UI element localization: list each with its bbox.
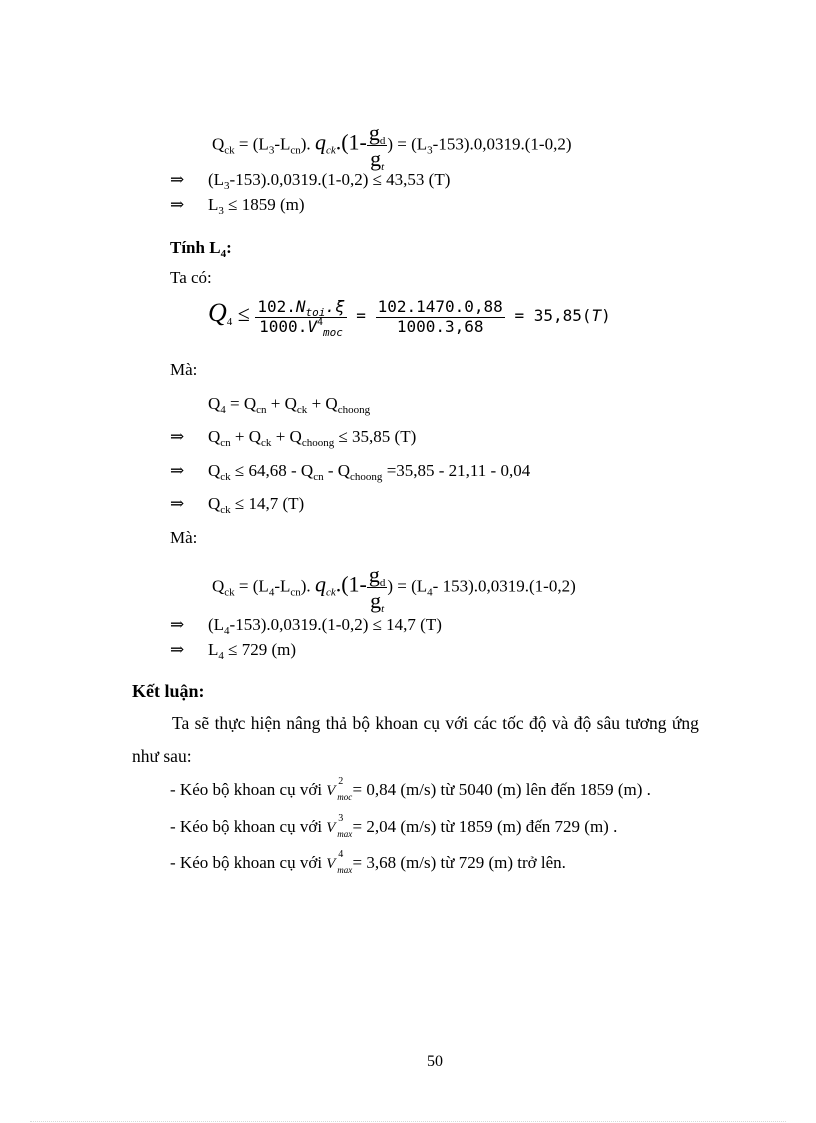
eq-text: - xyxy=(274,134,280,154)
eq-text: ≤ 14,7 (T) xyxy=(230,494,305,513)
heading-text: : xyxy=(226,238,232,257)
eq-text: = ( xyxy=(234,134,259,154)
frac-num: 102. xyxy=(257,297,296,317)
eq-text: - Q xyxy=(323,461,351,480)
eq-sup: 2 xyxy=(338,776,344,787)
eq-text: Q xyxy=(208,427,221,446)
eq-sub: 4 xyxy=(226,316,233,328)
fraction-2 xyxy=(376,298,505,336)
eq-sub: t xyxy=(381,603,385,616)
page-number: 50 xyxy=(427,1053,443,1070)
eq-sub: ck xyxy=(224,586,235,599)
eq-sub: 4 xyxy=(220,404,226,416)
eq-sub: max xyxy=(337,829,353,839)
eq-text: (L xyxy=(208,170,225,189)
eq-var-q: q xyxy=(314,129,326,155)
eq-var: T xyxy=(591,306,602,325)
eq-var-q: q xyxy=(314,571,326,597)
eq-sub: choong xyxy=(337,404,371,416)
eq-text: L xyxy=(416,134,428,154)
conclusion-heading: Kết luận: xyxy=(132,681,205,701)
list-item xyxy=(170,776,651,802)
eq-var: V xyxy=(326,856,336,872)
equation-q4-sum xyxy=(208,394,370,414)
eq-var: V xyxy=(326,783,336,799)
eq-text: Q xyxy=(212,134,225,154)
eq-var-q: Q xyxy=(208,298,227,327)
implication-line-5 xyxy=(170,494,304,514)
eq-var: .ξ xyxy=(325,297,345,317)
eq-text: ) = ( xyxy=(387,576,417,596)
frac-den: 1000.3,68 xyxy=(396,316,484,336)
eq-sub: ck xyxy=(325,144,336,157)
eq-text: + Q xyxy=(266,394,297,413)
eq-text: ≤ 729 (m) xyxy=(223,640,297,659)
eq-sub: t xyxy=(381,161,385,174)
list-item xyxy=(170,813,618,839)
implies-arrow-icon: ⇒ xyxy=(170,615,185,634)
equation-qck-l3 xyxy=(212,120,571,172)
implies-arrow-icon: ⇒ xyxy=(170,494,185,513)
eq-text: = xyxy=(346,306,376,325)
eq-var: V xyxy=(326,820,336,836)
frac-num: g xyxy=(368,562,380,587)
heading-sub: 4 xyxy=(220,248,227,260)
eq-sup: 4 xyxy=(316,316,323,328)
eq-text: L xyxy=(279,134,291,154)
eq-sub: moc xyxy=(323,325,343,339)
heading-text: Tính L xyxy=(170,238,221,257)
eq-sub: d xyxy=(379,577,386,589)
eq-sub: moc xyxy=(337,792,353,802)
eq-sub: d xyxy=(379,135,386,147)
eq-text: Q xyxy=(208,494,221,513)
eq-sub: cn xyxy=(256,404,267,416)
eq-sub: ck xyxy=(296,404,308,416)
eq-sub: 4 xyxy=(427,586,433,599)
equation-qck-l4 xyxy=(212,562,576,614)
eq-text: = Q xyxy=(225,394,257,413)
ta-co-label: Ta có: xyxy=(170,268,212,287)
fraction-gd-gt xyxy=(367,120,388,172)
list-item-text: - Kéo bộ khoan cụ với xyxy=(170,780,327,799)
eq-sub: 3 xyxy=(427,144,433,157)
eq-sub: choong xyxy=(350,471,383,483)
eq-text: ≤ 35,85 (T) xyxy=(334,427,417,446)
velocity-symbol xyxy=(326,776,353,802)
eq-text: L xyxy=(208,640,219,659)
eq-sup: 4 xyxy=(338,849,344,860)
eq-sub: 4 xyxy=(218,650,224,662)
eq-text: L xyxy=(208,195,219,214)
frac-den: g xyxy=(370,146,382,172)
implication-line-4 xyxy=(170,461,530,481)
implies-arrow-icon: ⇒ xyxy=(170,640,185,659)
eq-text: L xyxy=(258,576,269,596)
eq-sub: choong xyxy=(301,437,335,449)
eq-text: + Q xyxy=(230,427,262,446)
eq-sub: cn xyxy=(220,437,231,449)
eq-sub: 4 xyxy=(224,625,230,637)
velocity-symbol xyxy=(326,849,353,875)
list-item-text: - Kéo bộ khoan cụ với xyxy=(170,817,327,836)
conclusion-paragraph-line-1: Ta sẽ thực hiện nâng thả bộ khoan cụ với các tốc độ và độ sâu tương ứng xyxy=(172,713,699,733)
eq-sub: 3 xyxy=(268,144,275,157)
eq-text: .(1- xyxy=(335,571,367,597)
formula-q4 xyxy=(208,297,611,339)
implies-arrow-icon: ⇒ xyxy=(170,195,185,214)
eq-text: - xyxy=(274,576,280,596)
list-item xyxy=(170,849,566,875)
eq-sub: ck xyxy=(325,586,336,599)
implication-line-3 xyxy=(170,427,416,447)
eq-text: ≤ 64,68 - Q xyxy=(230,461,314,480)
eq-sub: toi xyxy=(305,306,326,320)
eq-sub: max xyxy=(337,865,353,875)
eq-text: .(1- xyxy=(335,129,367,155)
eq-text: ). xyxy=(300,576,315,596)
implication-line-7 xyxy=(170,640,296,660)
eq-text: + Q xyxy=(307,394,338,413)
eq-text: ). xyxy=(300,134,315,154)
eq-text: =35,85 - 21,11 - 0,04 xyxy=(382,461,531,480)
implication-line-2 xyxy=(170,195,305,215)
list-item-text: - Kéo bộ khoan cụ với xyxy=(170,853,327,872)
implication-line-6 xyxy=(170,615,442,635)
eq-sub: ck xyxy=(261,437,272,449)
eq-text: ≤ 1859 (m) xyxy=(223,195,305,214)
eq-text: L xyxy=(258,134,269,154)
eq-text: + Q xyxy=(271,427,302,446)
implication-line-1 xyxy=(170,170,450,190)
frac-num: 102.1470.0,88 xyxy=(377,297,503,317)
eq-sub: 3 xyxy=(218,205,224,217)
eq-text: -153).0,0319.(1-0,2) ≤ 14,7 (T) xyxy=(229,615,442,634)
implies-arrow-icon: ⇒ xyxy=(170,170,185,189)
eq-text: Q xyxy=(208,394,221,413)
eq-text: Q xyxy=(212,576,225,596)
eq-var: V xyxy=(307,316,317,336)
eq-text: = ( xyxy=(234,576,259,596)
section-heading-l4 xyxy=(170,238,232,258)
eq-text: L xyxy=(416,576,428,596)
eq-text: ≤ xyxy=(232,301,256,326)
eq-sub: ck xyxy=(220,504,231,516)
list-item-text: = 0,84 (m/s) từ 5040 (m) lên đến 1859 (m) . xyxy=(348,780,651,799)
eq-sub: ck xyxy=(224,144,235,157)
eq-text: -153).0,0319.(1-0,2) xyxy=(432,134,572,154)
frac-den: g xyxy=(370,588,382,614)
frac-num: g xyxy=(368,120,380,145)
eq-sub: cn xyxy=(290,586,301,599)
page-bottom-divider xyxy=(30,1121,786,1122)
eq-sup: 3 xyxy=(338,813,344,824)
fraction-gd-gt xyxy=(367,562,388,614)
implies-arrow-icon: ⇒ xyxy=(170,461,185,480)
eq-text: ) xyxy=(601,306,611,325)
eq-text: ) = ( xyxy=(387,134,417,154)
ma-label-1: Mà: xyxy=(170,360,198,379)
eq-text: L xyxy=(279,576,291,596)
eq-text: -153).0,0319.(1-0,2) ≤ 43,53 (T) xyxy=(229,170,451,189)
fraction-1 xyxy=(255,297,346,339)
eq-sub: cn xyxy=(313,471,324,483)
velocity-symbol xyxy=(326,813,353,839)
frac-den: 1000. xyxy=(259,316,308,336)
eq-text: = 35,85( xyxy=(504,306,592,325)
eq-text: (L xyxy=(208,615,225,634)
eq-sub: 3 xyxy=(224,180,230,192)
implies-arrow-icon: ⇒ xyxy=(170,427,185,446)
list-item-text: = 3,68 (m/s) từ 729 (m) trở lên. xyxy=(348,853,566,872)
eq-var: N xyxy=(295,297,306,317)
eq-sub: 4 xyxy=(268,586,275,599)
list-item-text: = 2,04 (m/s) từ 1859 (m) đến 729 (m) . xyxy=(348,817,618,836)
conclusion-paragraph-line-2: như sau: xyxy=(132,746,192,766)
eq-text: Q xyxy=(208,461,221,480)
ma-label-2: Mà: xyxy=(170,528,198,547)
eq-sub: cn xyxy=(290,144,301,157)
eq-sub: ck xyxy=(220,471,231,483)
eq-text: - 153).0,0319.(1-0,2) xyxy=(432,576,576,596)
